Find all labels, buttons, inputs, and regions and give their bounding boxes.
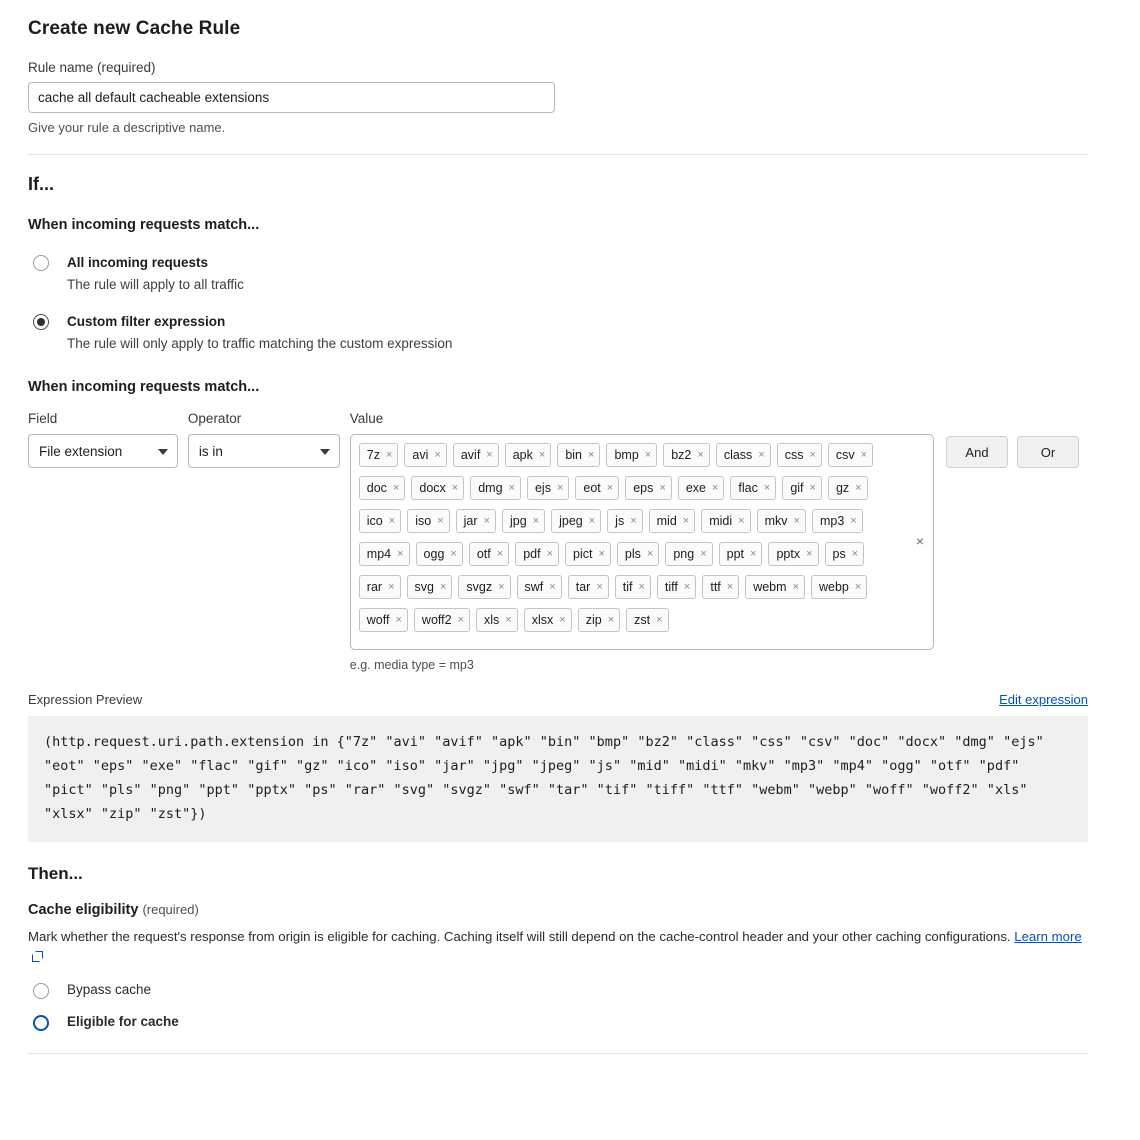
token-item[interactable] [407, 575, 453, 599]
token-item[interactable] [811, 575, 867, 599]
match-heading: When incoming requests match... [28, 217, 260, 233]
token-list [359, 443, 903, 641]
radio-custom-filter-expression[interactable] [28, 313, 1088, 351]
expression-preview-header [28, 692, 1088, 707]
if-section-title: If... [28, 174, 54, 194]
token-label: xls [484, 613, 500, 627]
token-item[interactable] [617, 542, 659, 566]
token-remove-icon[interactable]: × [439, 580, 447, 593]
rule-name-input[interactable] [28, 82, 555, 113]
token-remove-icon[interactable]: × [498, 580, 505, 593]
token-label: avi [412, 448, 429, 462]
radio-all-incoming-requests[interactable] [28, 254, 1088, 292]
token-remove-icon[interactable]: × [538, 448, 546, 461]
token-remove-icon[interactable]: × [598, 547, 605, 560]
token-remove-icon[interactable]: × [483, 514, 490, 527]
clear-all-icon[interactable]: × [915, 533, 924, 549]
radio-bypass-cache[interactable] [28, 982, 1088, 999]
token-item[interactable] [515, 542, 559, 566]
token-remove-icon[interactable]: × [546, 547, 554, 560]
operator-select[interactable] [188, 434, 340, 468]
field-column [28, 411, 178, 468]
token-remove-icon[interactable]: × [738, 514, 745, 527]
token-remove-icon[interactable]: × [388, 580, 395, 593]
token-remove-icon[interactable]: × [457, 613, 465, 626]
token-label: pdf [523, 547, 541, 561]
radio-desc-custom-filter-expression: The rule will only apply to traffic matching the custom expression [67, 336, 453, 351]
token-remove-icon[interactable]: × [855, 481, 862, 494]
field-column-label: Field [28, 411, 58, 426]
token-label: eps [633, 481, 654, 495]
token-item[interactable] [404, 443, 446, 467]
token-remove-icon[interactable]: × [559, 613, 566, 626]
token-remove-icon[interactable]: × [793, 514, 800, 527]
token-label: zip [585, 613, 602, 627]
token-remove-icon[interactable]: × [532, 514, 540, 527]
token-remove-icon[interactable]: × [646, 547, 654, 560]
divider-bottom [28, 1053, 1088, 1054]
token-item[interactable] [505, 443, 552, 467]
token-label: 7z [366, 448, 380, 462]
radio-icon-bypass-cache[interactable] [33, 983, 49, 999]
token-item[interactable] [606, 443, 657, 467]
token-item[interactable] [359, 542, 410, 566]
token-item[interactable] [812, 509, 863, 533]
token-label: mp3 [819, 514, 845, 528]
token-item[interactable] [828, 476, 868, 500]
token-remove-icon[interactable]: × [644, 448, 652, 461]
token-remove-icon[interactable]: × [451, 481, 459, 494]
token-label: class [723, 448, 753, 462]
token-label: pls [624, 547, 641, 561]
token-item[interactable] [502, 509, 545, 533]
token-remove-icon[interactable]: × [683, 580, 691, 593]
token-label: webm [753, 580, 787, 594]
token-item[interactable] [702, 575, 739, 599]
then-section-title: Then... [28, 864, 83, 883]
token-remove-icon[interactable]: × [763, 481, 771, 494]
page-title: Create new Cache Rule [28, 18, 241, 39]
token-item[interactable] [359, 443, 399, 467]
token-item[interactable] [607, 509, 642, 533]
token-label: jpg [509, 514, 527, 528]
radio-icon-custom-filter-expression[interactable] [33, 314, 49, 330]
token-label: zst [634, 613, 651, 627]
token-remove-icon[interactable]: × [638, 580, 645, 593]
token-item[interactable] [657, 575, 696, 599]
token-label: dmg [478, 481, 503, 495]
token-item[interactable] [678, 476, 725, 500]
token-label: tiff [664, 580, 678, 594]
token-remove-icon[interactable]: × [854, 580, 862, 593]
field-select-value: File extension [39, 443, 123, 459]
token-item[interactable] [407, 509, 449, 533]
and-button[interactable]: And [946, 436, 1008, 468]
token-remove-icon[interactable]: × [860, 448, 868, 461]
token-remove-icon[interactable]: × [596, 580, 603, 593]
token-remove-icon[interactable]: × [656, 613, 663, 626]
token-label: docx [419, 481, 446, 495]
builder-heading: When incoming requests match... [28, 379, 260, 395]
token-item[interactable] [663, 443, 710, 467]
token-item[interactable] [458, 575, 510, 599]
token-item[interactable] [453, 443, 499, 467]
token-remove-icon[interactable]: × [850, 514, 857, 527]
token-remove-icon[interactable]: × [806, 547, 813, 560]
field-select[interactable] [28, 434, 178, 468]
value-hint: e.g. media type = mp3 [349, 658, 474, 672]
operator-column-label: Operator [187, 411, 242, 426]
token-item[interactable] [470, 476, 521, 500]
token-item[interactable] [757, 509, 806, 533]
token-remove-icon[interactable]: × [392, 481, 400, 494]
token-remove-icon[interactable]: × [496, 547, 504, 560]
token-item[interactable] [416, 542, 463, 566]
token-item[interactable] [615, 575, 651, 599]
token-item[interactable] [745, 575, 805, 599]
token-item[interactable] [527, 476, 569, 500]
or-button[interactable]: Or [1017, 436, 1079, 468]
token-remove-icon[interactable]: × [397, 547, 404, 560]
token-label: exe [685, 481, 706, 495]
token-label: ttf [710, 580, 721, 594]
token-label: woff [366, 613, 390, 627]
token-remove-icon[interactable]: × [437, 514, 444, 527]
token-item[interactable] [359, 509, 401, 533]
token-label: pptx [776, 547, 801, 561]
token-label: woff2 [421, 613, 452, 627]
token-label: webp [818, 580, 849, 594]
radio-desc-all-incoming-requests: The rule will apply to all traffic [67, 277, 244, 292]
token-item[interactable] [359, 476, 406, 500]
token-remove-icon[interactable]: × [809, 481, 816, 494]
token-item[interactable] [777, 443, 822, 467]
expression-builder [28, 411, 1088, 672]
token-item[interactable] [825, 542, 865, 566]
divider-top [28, 154, 1088, 155]
value-column [350, 411, 934, 672]
operator-column [188, 411, 340, 468]
token-label: bmp [614, 448, 639, 462]
token-label: gif [790, 481, 804, 495]
token-remove-icon[interactable]: × [388, 514, 396, 527]
token-label: bin [565, 448, 583, 462]
token-remove-icon[interactable]: × [711, 481, 719, 494]
operator-select-value: is in [198, 443, 223, 459]
token-remove-icon[interactable]: × [682, 514, 690, 527]
token-item[interactable] [782, 476, 822, 500]
token-remove-icon[interactable]: × [792, 580, 799, 593]
token-item[interactable] [359, 608, 408, 632]
token-label: ps [832, 547, 846, 561]
token-label: otf [476, 547, 491, 561]
token-item[interactable] [568, 575, 609, 599]
value-column-label: Value [349, 411, 384, 426]
token-item[interactable] [551, 509, 601, 533]
token-label: tif [622, 580, 633, 594]
token-item[interactable] [359, 575, 401, 599]
token-item[interactable] [665, 542, 712, 566]
token-label: flac [738, 481, 758, 495]
token-label: ppt [726, 547, 745, 561]
token-remove-icon[interactable]: × [450, 547, 457, 560]
token-label: mkv [764, 514, 788, 528]
radio-icon-all-incoming-requests[interactable] [33, 255, 49, 271]
token-item[interactable] [414, 608, 470, 632]
token-label: mid [656, 514, 677, 528]
radio-label-all-incoming-requests: All incoming requests [67, 255, 209, 270]
token-remove-icon[interactable]: × [486, 448, 493, 461]
cache-eligibility-label: Cache eligibility [28, 902, 139, 918]
radio-eligible-for-cache[interactable] [28, 1014, 1088, 1031]
token-label: apk [512, 448, 533, 462]
learn-more-link[interactable]: Learn more [1014, 929, 1082, 944]
token-item[interactable] [626, 608, 668, 632]
token-remove-icon[interactable]: × [505, 613, 512, 626]
token-remove-icon[interactable]: × [851, 547, 859, 560]
token-label: avif [460, 448, 481, 462]
token-label: csv [835, 448, 855, 462]
token-remove-icon[interactable]: × [659, 481, 666, 494]
token-label: gz [835, 481, 850, 495]
chevron-down-icon [158, 449, 168, 455]
token-label: ejs [534, 481, 551, 495]
token-item[interactable] [469, 542, 509, 566]
token-item[interactable] [517, 575, 562, 599]
token-item[interactable] [578, 608, 620, 632]
token-remove-icon[interactable]: × [434, 448, 441, 461]
radio-label-eligible-for-cache: Eligible for cache [67, 1014, 179, 1029]
token-remove-icon[interactable]: × [556, 481, 564, 494]
expression-preview-label: Expression Preview [28, 692, 143, 707]
cache-eligibility-required: (required) [142, 902, 199, 917]
token-label: svg [414, 580, 434, 594]
rule-name-help: Give your rule a descriptive name. [28, 120, 226, 135]
token-label: bz2 [671, 448, 692, 462]
token-remove-icon[interactable]: × [809, 448, 816, 461]
token-item[interactable] [828, 443, 873, 467]
token-item[interactable] [625, 476, 672, 500]
token-remove-icon[interactable]: × [588, 514, 596, 527]
token-item[interactable] [565, 542, 611, 566]
token-remove-icon[interactable]: × [750, 547, 757, 560]
token-label: mp4 [366, 547, 392, 561]
token-remove-icon[interactable]: × [385, 448, 393, 461]
token-remove-icon[interactable]: × [549, 580, 556, 593]
radio-icon-eligible-for-cache[interactable] [33, 1015, 49, 1031]
radio-label-bypass-cache: Bypass cache [67, 982, 152, 997]
token-label: eot [583, 481, 601, 495]
token-remove-icon[interactable]: × [607, 613, 615, 626]
token-item[interactable] [701, 509, 750, 533]
token-label: iso [415, 514, 432, 528]
chevron-down-icon [320, 449, 330, 455]
token-label: rar [366, 580, 383, 594]
token-label: pict [573, 547, 593, 561]
token-remove-icon[interactable]: × [697, 448, 704, 461]
token-item[interactable] [649, 509, 696, 533]
token-remove-icon[interactable]: × [700, 547, 707, 560]
token-label: ico [366, 514, 383, 528]
token-item[interactable] [716, 443, 771, 467]
token-item[interactable] [524, 608, 572, 632]
token-label: js [615, 514, 625, 528]
token-item[interactable] [730, 476, 776, 500]
and-or-buttons [946, 436, 1088, 468]
token-label: svgz [466, 580, 493, 594]
token-label: jar [463, 514, 478, 528]
value-token-input[interactable] [350, 434, 934, 650]
token-label: tar [575, 580, 591, 594]
token-label: xlsx [531, 613, 554, 627]
token-label: css [784, 448, 804, 462]
token-remove-icon[interactable]: × [726, 580, 734, 593]
token-item[interactable] [557, 443, 600, 467]
token-label: png [673, 547, 695, 561]
token-label: midi [709, 514, 733, 528]
token-remove-icon[interactable]: × [630, 514, 637, 527]
token-label: jpeg [559, 514, 583, 528]
expression-preview-code: (http.request.uri.path.extension in {"7z" "avi" "avif" "apk" "bin" "bmp" "bz2" "class" "css" "csv" "doc" "docx" "dmg" "ejs" "eot" "eps" "exe" "flac" "gif" "gz" "ico" "iso" "jar" "jpg" "jpeg" "js" "mid" "midi" "mkv" "mp3" "mp4" "ogg" "otf" "pdf" "pict" "pls" "png" "ppt" "pptx" "ps" "rar" "svg" "svgz" "swf" "tar" "tif" "tiff" "ttf" "webm" "webp" "woff" "woff2" "xls" "xlsx" "zip" "zst"}) [28, 716, 1088, 842]
token-remove-icon[interactable]: × [606, 481, 614, 494]
cache-eligibility-heading [28, 902, 1088, 918]
cache-eligibility-description-text: Mark whether the request's response from origin is eligible for caching. Caching itself will still depend on the cache-control header and your other caching configurations. [28, 929, 1015, 944]
token-item[interactable] [411, 476, 464, 500]
rule-name-label: Rule name (required) [28, 60, 156, 75]
token-label: ogg [423, 547, 445, 561]
token-item[interactable] [575, 476, 619, 500]
token-remove-icon[interactable]: × [758, 448, 765, 461]
token-label: swf [524, 580, 544, 594]
token-remove-icon[interactable]: × [588, 448, 595, 461]
token-remove-icon[interactable]: × [395, 613, 402, 626]
token-item[interactable] [476, 608, 518, 632]
token-remove-icon[interactable]: × [508, 481, 515, 494]
edit-expression-link[interactable]: Edit expression [999, 692, 1088, 707]
token-item[interactable] [719, 542, 763, 566]
token-item[interactable] [456, 509, 496, 533]
radio-label-custom-filter-expression: Custom filter expression [67, 314, 226, 329]
token-label: doc [366, 481, 387, 495]
cache-eligibility-description [28, 927, 1088, 967]
external-link-icon [32, 951, 43, 962]
token-item[interactable] [768, 542, 818, 566]
